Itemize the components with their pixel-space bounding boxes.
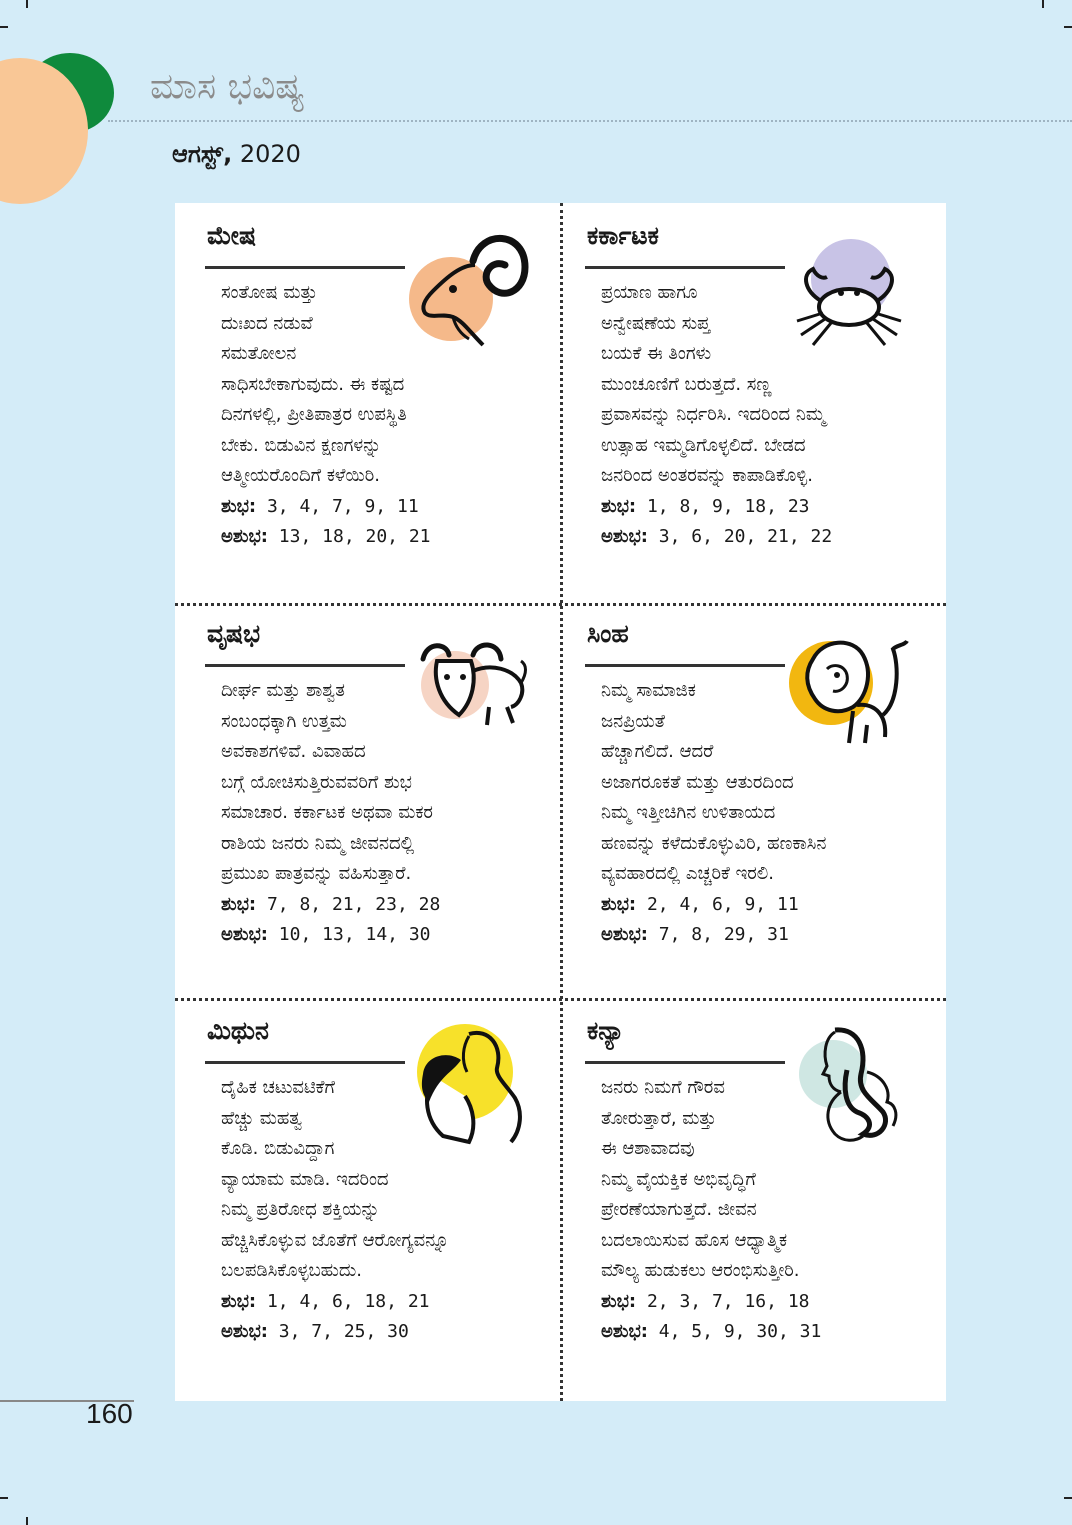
prediction-line: ಅನ್ವೇಷಣೆಯ ಸುಪ್ತ <box>601 312 711 334</box>
sign-name: ಕನ್ಯಾ <box>587 1016 625 1045</box>
prediction-line: ಪ್ರಯಾಣ ಹಾಗೂ <box>601 282 698 303</box>
lucky-dates <box>601 890 901 921</box>
lucky-dates <box>221 890 521 921</box>
unlucky-values: 3, 6, 20, 21, 22 <box>658 526 833 547</box>
unlucky-label: ಅಶುಭ: <box>221 526 268 547</box>
unlucky-dates <box>221 1317 521 1348</box>
prediction-line: ಆತ್ಮೀಯರೊಂದಿಗೆ ಕಳೆಯಿರಿ. <box>221 465 380 486</box>
prediction-line: ಹೆಚ್ಚು ಮಹತ್ವ <box>221 1107 303 1129</box>
prediction-line: ಈ ಆಶಾವಾದವು <box>601 1138 695 1159</box>
prediction-line: ಸಂತೋಷ ಮತ್ತು <box>221 282 318 303</box>
prediction-line: ಬದಲಾಯಿಸುವ ಹೊಸ ಆಧ್ಯಾತ್ಮಿಕ <box>601 1229 788 1251</box>
prediction-text <box>601 1073 901 1348</box>
prediction-line: ರಾಶಿಯ ಜನರು ನಿಮ್ಮ ಜೀವನದಲ್ಲಿ <box>221 832 415 854</box>
crop-mark <box>26 1517 28 1525</box>
unlucky-dates <box>221 522 521 553</box>
prediction-line: ಸಂಬಂಧಕ್ಕಾಗಿ ಉತ್ತಮ <box>221 710 347 732</box>
prediction-line: ಬಗ್ಗೆ ಯೋಚಿಸುತ್ತಿರುವವರಿಗೆ ಶುಭ <box>221 771 412 793</box>
prediction-line: ಸಮತೋಲನ <box>221 343 297 364</box>
lucky-dates <box>601 492 901 523</box>
lucky-values: 1, 8, 9, 18, 23 <box>646 495 810 517</box>
lucky-dates <box>221 1287 521 1318</box>
lucky-values: 7, 8, 21, 23, 28 <box>266 893 441 915</box>
unlucky-dates <box>221 920 521 951</box>
prediction-line: ಪ್ರವಾಸವನ್ನು ನಿರ್ಧರಿಸಿ. ಇದರಿಂದ ನಿಮ್ಮ <box>601 404 826 425</box>
sign-name: ವೃಷಭ <box>207 619 261 648</box>
unlucky-values: 10, 13, 14, 30 <box>278 924 431 945</box>
unlucky-label: ಅಶುಭ: <box>601 1321 648 1342</box>
prediction-line: ಜನರಿಂದ ಅಂತರವನ್ನು ಕಾಪಾಡಿಕೊಳ್ಳಿ. <box>601 465 813 486</box>
sign-name: ಕರ್ಕಾಟಕ <box>587 221 659 250</box>
unlucky-values: 4, 5, 9, 30, 31 <box>658 1321 822 1342</box>
prediction-line: ನಿಮ್ಮ ಪ್ರತಿರೋಧ ಶಕ್ತಿಯನ್ನು <box>221 1199 380 1220</box>
heading-underline <box>205 266 405 269</box>
crop-mark <box>0 1497 8 1499</box>
unlucky-values: 3, 7, 25, 30 <box>278 1321 409 1342</box>
prediction-line: ಹೆಚ್ಚಾಗಲಿದೆ. ಆದರೆ <box>601 741 714 762</box>
prediction-line: ಹೆಚ್ಚಿಸಿಕೊಳ್ಳುವ ಜೊತೆಗೆ ಆರೋಗ್ಯವನ್ನೂ <box>221 1229 450 1251</box>
prediction-line: ಅಜಾಗರೂಕತೆ ಮತ್ತು ಆತುರದಿಂದ <box>601 771 794 793</box>
prediction-line: ಬೇಕು. ಬಿಡುವಿನ ಕ್ಷಣಗಳನ್ನು <box>221 434 382 456</box>
sign-name: ಮಿಥುನ <box>207 1016 269 1045</box>
prediction-line: ವ್ಯವಹಾರದಲ್ಲಿ ಎಚ್ಚರಿಕೆ ಇರಲಿ. <box>601 863 774 884</box>
lucky-label: ಶುಭ: <box>601 893 637 915</box>
lucky-values: 2, 4, 6, 9, 11 <box>646 893 799 915</box>
sign-card-kanya <box>555 998 910 1378</box>
prediction-text <box>221 676 521 951</box>
prediction-line: ದೈಹಿಕ ಚಟುವಟಿಕೆಗೆ <box>221 1077 335 1098</box>
prediction-line: ಪ್ರಮುಖ ಪಾತ್ರವನ್ನು ವಹಿಸುತ್ತಾರೆ. <box>221 863 412 884</box>
prediction-line: ಮೌಲ್ಯ ಹುಡುಕಲು ಆರಂಭಿಸುತ್ತೀರಿ. <box>601 1260 800 1281</box>
page-number: 160 <box>86 1398 133 1429</box>
unlucky-label: ಅಶುಭ: <box>221 924 268 945</box>
prediction-text <box>221 1073 521 1348</box>
unlucky-dates <box>601 920 901 951</box>
prediction-line: ಜನರು ನಿಮಗೆ ಗೌರವ <box>601 1077 725 1098</box>
lucky-label: ಶುಭ: <box>221 1290 257 1312</box>
unlucky-dates <box>601 522 901 553</box>
prediction-line: ಬಯಕೆ ಈ ತಿಂಗಳು <box>601 343 712 364</box>
heading-underline <box>205 664 405 667</box>
section-title: ಮಾಸ ಭವಿಷ್ಯ <box>150 66 305 107</box>
lucky-label: ಶುಭ: <box>601 495 637 517</box>
heading-underline <box>585 1061 785 1064</box>
issue-year: 2020 <box>239 140 301 168</box>
prediction-text <box>221 278 521 553</box>
unlucky-label: ಅಶುಭ: <box>601 924 648 945</box>
prediction-line: ಉತ್ಸಾಹ ಇಮ್ಮಡಿಗೊಳ್ಳಲಿದೆ. ಬೇಡದ <box>601 434 806 456</box>
sign-name: ಸಿಂಹ <box>587 619 629 648</box>
sign-name: ಮೇಷ <box>207 221 256 250</box>
sign-card-simha <box>555 601 910 981</box>
lucky-label: ಶುಭ: <box>601 1290 637 1312</box>
lucky-label: ಶುಭ: <box>221 495 257 517</box>
horoscope-panel <box>175 203 946 1401</box>
prediction-line: ದಿನಗಳಲ್ಲಿ, ಪ್ರೀತಿಪಾತ್ರರ ಉಪಸ್ಥಿತಿ <box>221 404 407 425</box>
unlucky-values: 7, 8, 29, 31 <box>658 924 789 945</box>
prediction-text <box>601 278 901 553</box>
prediction-line: ಸಮಾಚಾರ. ಕರ್ಕಾಟಕ ಅಥವಾ ಮಕರ <box>221 802 433 823</box>
prediction-line: ದುಃಖದ ನಡುವೆ <box>221 312 313 334</box>
heading-underline <box>585 266 785 269</box>
prediction-line: ನಿಮ್ಮ ವೈಯಕ್ತಿಕ ಅಭಿವೃದ್ಧಿಗೆ <box>601 1168 756 1190</box>
bull-icon-tail <box>521 661 526 683</box>
issue-month: ಆಗಸ್ಟ್, <box>172 140 233 168</box>
crop-mark <box>1064 26 1072 28</box>
prediction-line: ದೀರ್ಘ ಮತ್ತು ಶಾಶ್ವತ <box>221 680 345 701</box>
lucky-dates <box>221 492 521 523</box>
prediction-line: ಸಾಧಿಸಬೇಕಾಗುವುದು. ಈ ಕಷ್ಟದ <box>221 373 405 395</box>
lucky-values: 3, 4, 7, 9, 11 <box>266 495 419 517</box>
prediction-line: ಪ್ರೇರಣೆಯಾಗುತ್ತದೆ. ಜೀವನ <box>601 1199 757 1220</box>
prediction-line: ತೋರುತ್ತಾರೆ, ಮತ್ತು <box>601 1107 717 1129</box>
issue-date <box>172 140 301 168</box>
heading-underline <box>205 1061 405 1064</box>
sign-card-karkataka <box>555 203 910 583</box>
prediction-line: ಹಣವನ್ನು ಕಳೆದುಕೊಳ್ಳುವಿರಿ, ಹಣಕಾಸಿನ <box>601 832 827 854</box>
crop-mark <box>1064 1497 1072 1499</box>
prediction-line: ನಿಮ್ಮ ಇತ್ತೀಚಿಗಿನ ಉಳಿತಾಯದ <box>601 802 776 823</box>
prediction-line: ಬಲಪಡಿಸಿಕೊಳ್ಳಬಹುದು. <box>221 1260 362 1281</box>
unlucky-dates <box>601 1317 901 1348</box>
prediction-line: ಕೊಡಿ. ಬಿಡುವಿದ್ದಾಗ <box>221 1138 335 1159</box>
lucky-values: 1, 4, 6, 18, 21 <box>266 1290 430 1312</box>
prediction-line: ನಿಮ್ಮ ಸಾಮಾಜಿಕ <box>601 680 696 701</box>
prediction-text <box>601 676 901 951</box>
dotted-divider <box>108 120 1072 122</box>
unlucky-label: ಅಶುಭ: <box>601 526 648 547</box>
prediction-line: ಜನಪ್ರಿಯತೆ <box>601 710 665 732</box>
sign-card-mesha <box>175 203 530 583</box>
prediction-line: ವ್ಯಾಯಾಮ ಮಾಡಿ. ಇದರಿಂದ <box>221 1168 389 1190</box>
unlucky-values: 13, 18, 20, 21 <box>278 526 431 547</box>
prediction-line: ಅವಕಾಶಗಳಿವೆ. ವಿವಾಹದ <box>221 741 366 762</box>
crop-mark <box>26 0 28 8</box>
sign-card-mithuna <box>175 998 530 1378</box>
prediction-line: ಮುಂಚೂಣಿಗೆ ಬರುತ್ತದೆ. ಸಣ್ಣ <box>601 373 772 395</box>
crop-mark <box>1042 0 1044 8</box>
lucky-dates <box>601 1287 901 1318</box>
crop-mark <box>0 26 8 28</box>
lucky-label: ಶುಭ: <box>221 893 257 915</box>
lucky-values: 2, 3, 7, 16, 18 <box>646 1290 810 1312</box>
heading-underline <box>585 664 785 667</box>
sign-card-vrushabha <box>175 601 530 981</box>
unlucky-label: ಅಶುಭ: <box>221 1321 268 1342</box>
